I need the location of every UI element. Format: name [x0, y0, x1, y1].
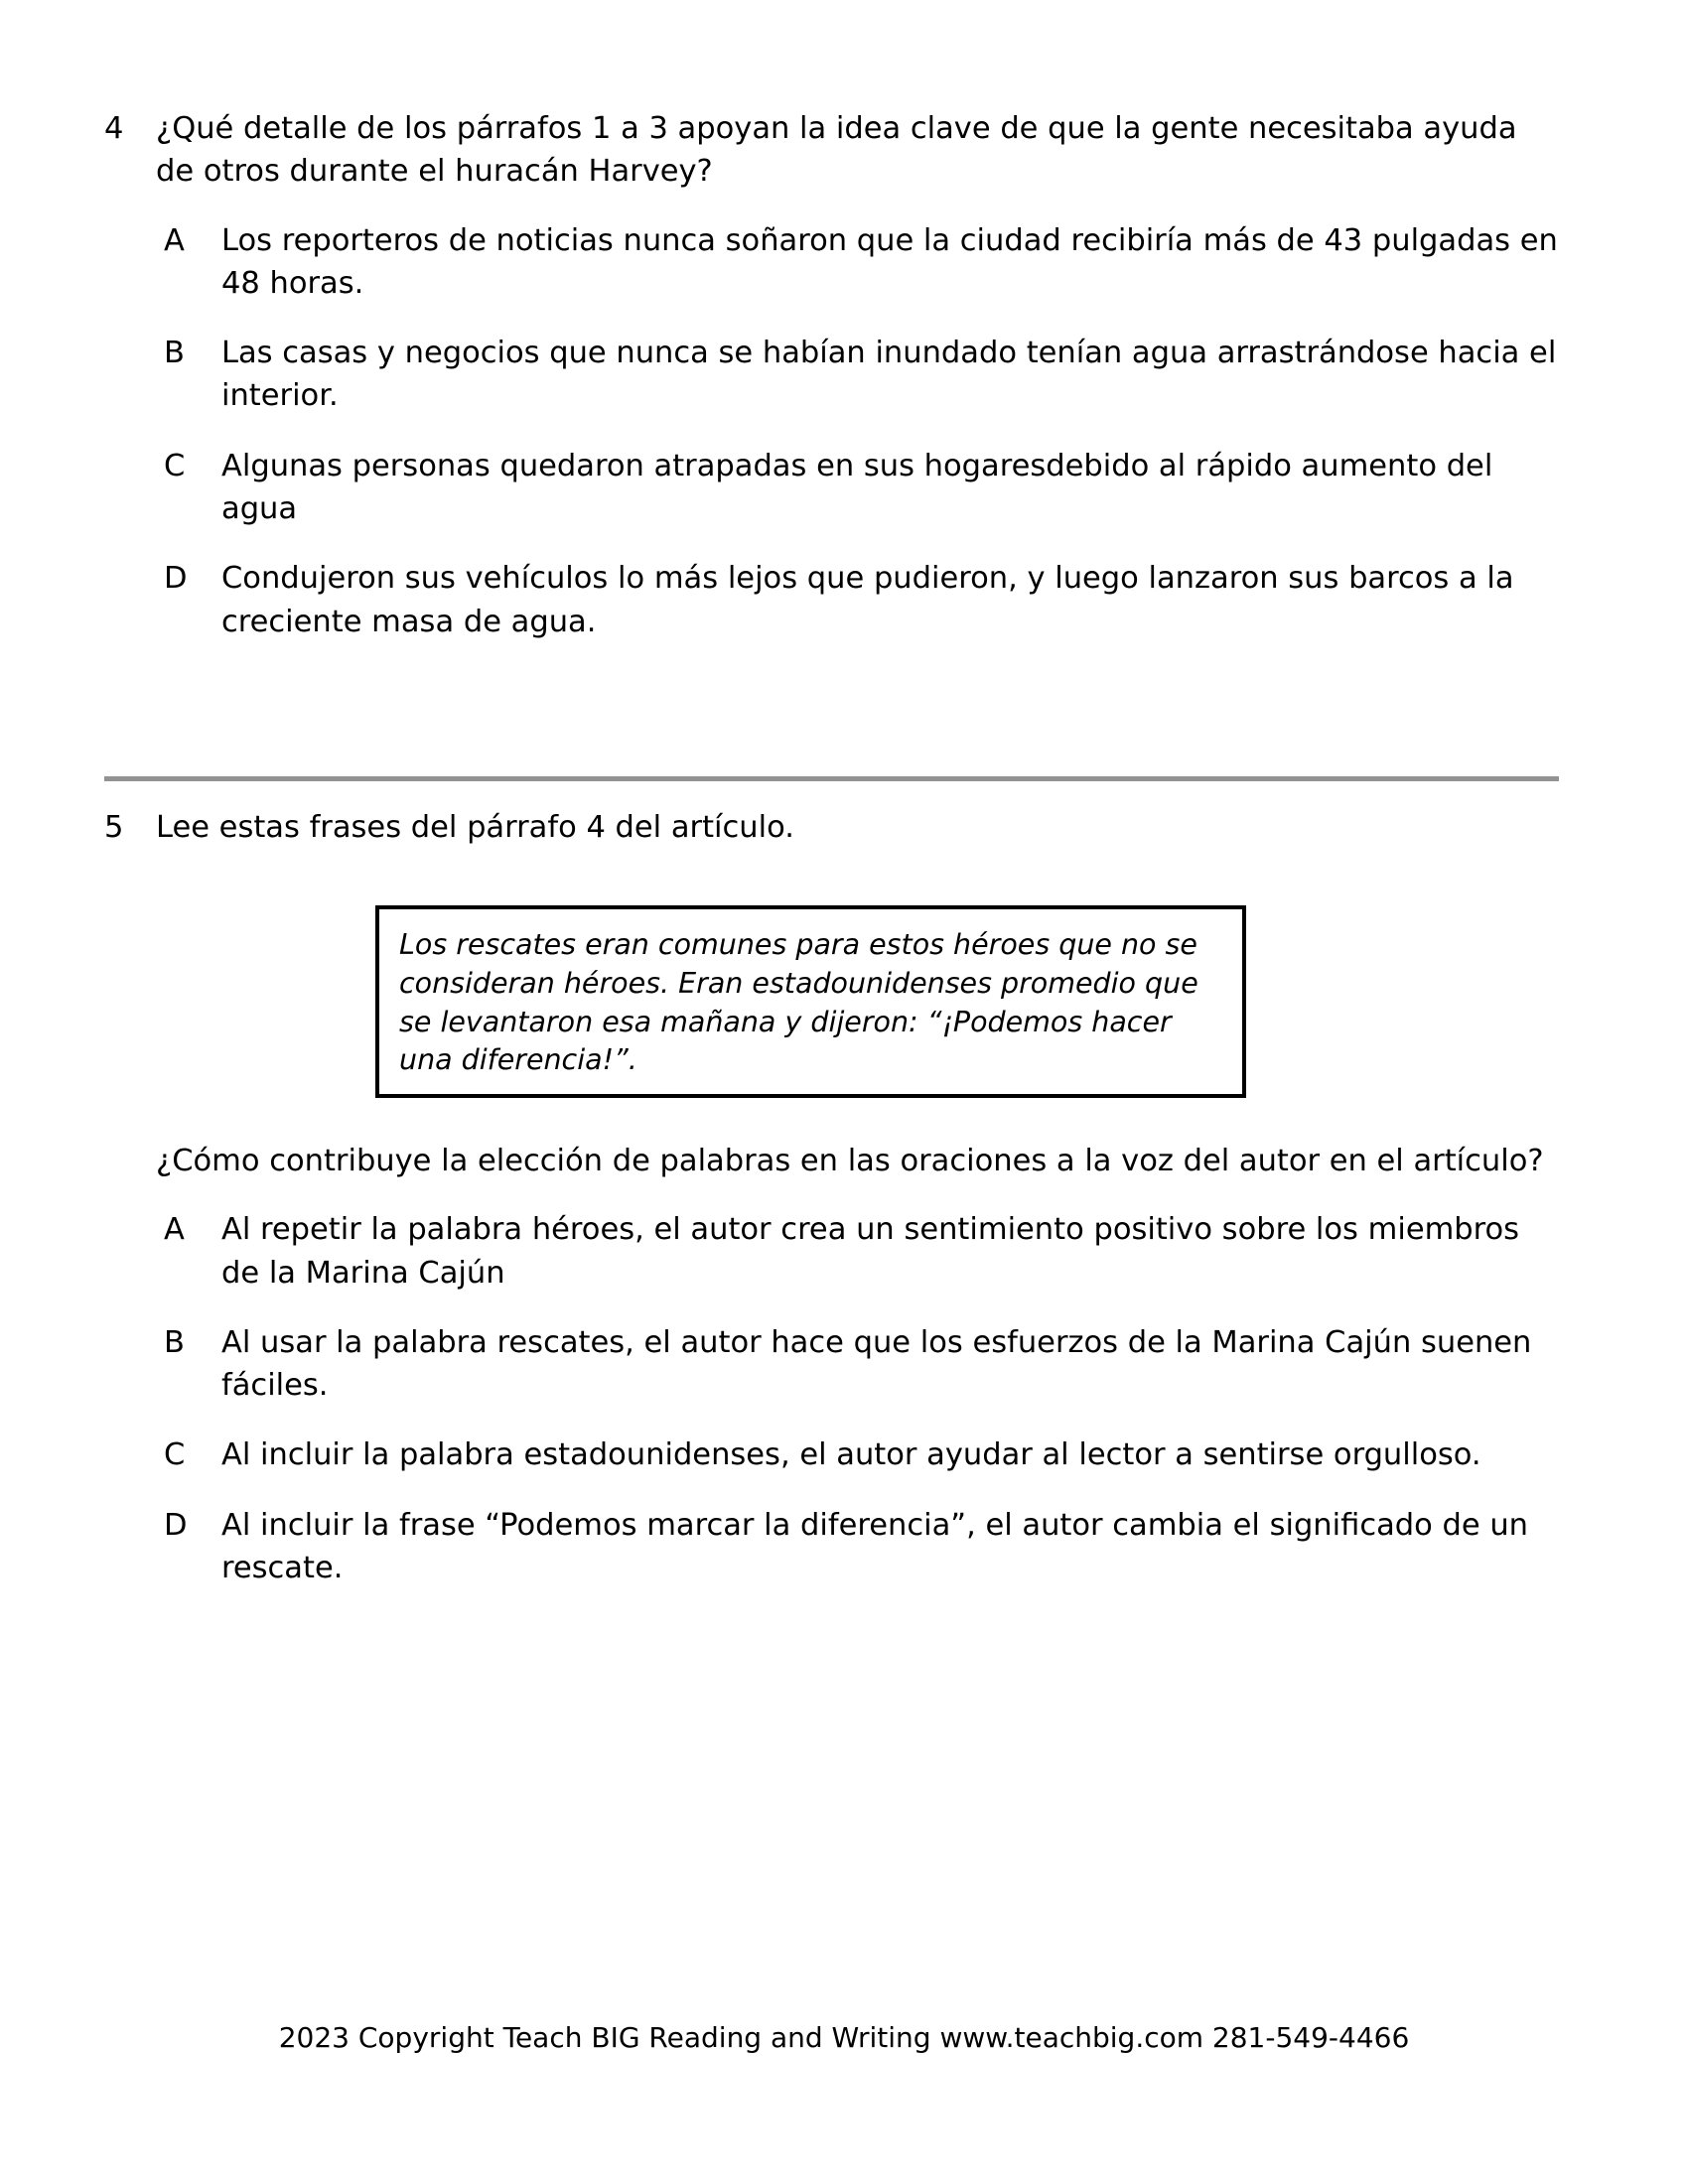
question-5-choice-a[interactable] — [104, 1208, 1559, 1295]
excerpt-text: Los rescates eran comunes para estos héroes que no se consideran héroes. Eran estadounidenses promedio que se levantaron esa mañana y dijeron: “¡Podemos hacer una diferencia!”. — [399, 928, 1198, 1077]
choice-text: Al repetir la palabra héroes, el autor crea un sentimiento positivo sobre los miembros de la Marina Cajún — [221, 1212, 1520, 1291]
section-divider — [104, 776, 1559, 781]
question-5-followup-text: ¿Cómo contribuye la elección de palabras en las oraciones a la voz del autor en el artículo? — [156, 1144, 1544, 1178]
question-5-followup-stem — [104, 1140, 1559, 1182]
question-4-choice-d[interactable] — [104, 557, 1559, 643]
question-4-choices — [104, 219, 1559, 643]
choice-letter: C — [164, 448, 186, 483]
page-footer: 2023 Copyright Teach BIG Reading and Writing www.teachbig.com 281-549-4466 — [278, 2021, 1410, 2054]
question-5-choices — [104, 1208, 1559, 1589]
choice-text: Algunas personas quedaron atrapadas en sus hogaresdebido al rápido aumento del agua — [221, 448, 1493, 527]
question-4-choice-a[interactable] — [104, 219, 1559, 306]
question-5-text: Lee estas frases del párrafo 4 del artículo. — [156, 810, 794, 845]
question-4-stem — [104, 107, 1559, 194]
choice-letter: A — [164, 1212, 185, 1248]
choice-letter: B — [164, 1324, 185, 1360]
question-5-choice-c[interactable] — [104, 1433, 1559, 1476]
question-4-choice-c[interactable] — [104, 445, 1559, 531]
question-5-choice-d[interactable] — [104, 1504, 1559, 1590]
choice-letter: B — [164, 336, 185, 371]
question-5-followup-block — [104, 1140, 1559, 1589]
choice-letter: A — [164, 222, 185, 258]
choice-letter: D — [164, 1507, 188, 1543]
choice-letter: C — [164, 1437, 186, 1473]
excerpt-box — [375, 905, 1246, 1098]
question-4-number: 4 — [104, 111, 124, 146]
question-4-block — [104, 107, 1559, 643]
question-5-choice-b[interactable] — [104, 1321, 1559, 1408]
question-4-choice-b[interactable] — [104, 332, 1559, 418]
choice-text: Los reporteros de noticias nunca soñaron que la ciudad recibiría más de 43 pulgadas en 48 horas. — [221, 222, 1558, 301]
choice-text: Al usar la palabra rescates, el autor hace que los esfuerzos de la Marina Cajún suenen fáciles. — [221, 1324, 1532, 1404]
choice-letter: D — [164, 561, 188, 597]
choice-text: Condujeron sus vehículos lo más lejos que pudieron, y luego lanzaron sus barcos a la creciente masa de agua. — [221, 561, 1514, 639]
question-4-text: ¿Qué detalle de los párrafos 1 a 3 apoyan la idea clave de que la gente necesitaba ayuda de otros durante el huracán Harvey? — [156, 111, 1517, 190]
choice-text: Al incluir la frase “Podemos marcar la diferencia”, el autor cambia el significado de un rescate. — [221, 1507, 1528, 1586]
question-5-number: 5 — [104, 810, 124, 845]
choice-text: Las casas y negocios que nunca se habían inundado tenían agua arrastrándose hacia el interior. — [221, 336, 1557, 414]
question-5-stem — [104, 806, 1559, 849]
question-5-block — [104, 806, 1559, 849]
choice-text: Al incluir la palabra estadounidenses, el autor ayudar al lector a sentirse orgulloso. — [221, 1437, 1481, 1473]
